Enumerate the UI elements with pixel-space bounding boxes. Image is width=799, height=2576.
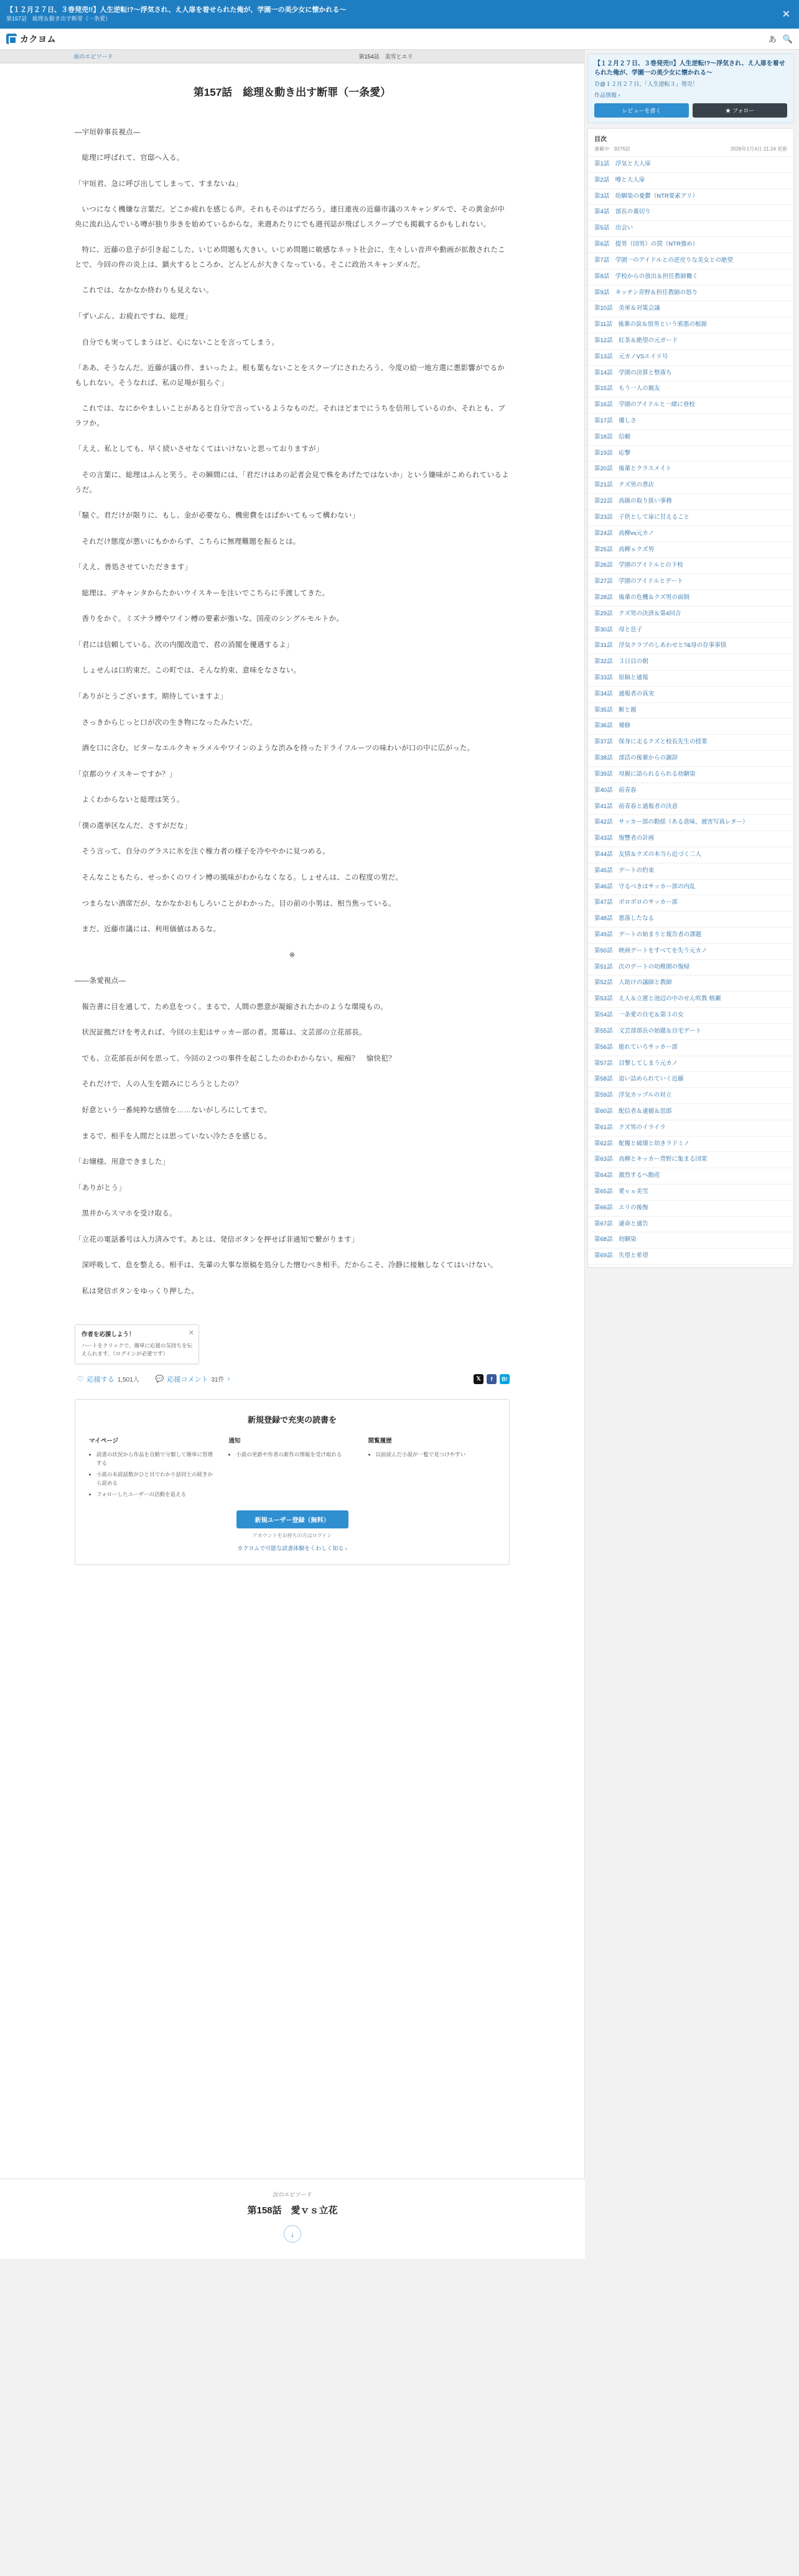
body-paragraph: でも、立花部長が何を思って、今回の２つの事件を起こしたのかわからない。痴痴？ 愉快犯？ bbox=[82, 1054, 396, 1062]
toc-item[interactable]: 第49話 デートの始まりと報告者の課題 bbox=[588, 928, 793, 944]
promo-list-item: • 読書の状況から作品を自動で分類して簡単に管理する bbox=[96, 1450, 216, 1468]
toc-item[interactable]: 第12話 紅茶＆絶望の元ガード bbox=[588, 333, 793, 350]
toc-item[interactable]: 第14話 学園の決算と整落ち bbox=[588, 366, 793, 382]
logo-label: カクヨム bbox=[20, 34, 56, 44]
toc-item[interactable]: 第38話 部活の後輩からの謝辞 bbox=[588, 751, 793, 767]
kakuyomu-logo-icon bbox=[6, 34, 17, 44]
body-paragraph: 報告書に目を通して、ため息をつく。まるで、人間の悪意が凝縮されたかのような環境もの。 bbox=[82, 1003, 388, 1011]
write-review-button[interactable]: レビューを書く bbox=[594, 103, 689, 118]
promo-col2-title: 通知 bbox=[228, 1437, 241, 1444]
signup-promo bbox=[75, 1399, 510, 1565]
comment-count: 31件 bbox=[211, 1377, 225, 1384]
next-episode-footer bbox=[0, 2178, 585, 2259]
toc-item[interactable]: 第51話 次のデートの幼稚園の復帰 bbox=[588, 960, 793, 976]
toc-item[interactable]: 第62話 配覆と破壊と幼きラドミノ bbox=[588, 1137, 793, 1153]
toc-item[interactable]: 第37話 保身に走るクズと校長先生の授業 bbox=[588, 735, 793, 751]
toc-item[interactable]: 第47話 ボロボロのサッカー部 bbox=[588, 895, 793, 911]
toc-item[interactable]: 第9話 キッチン青野＆担任教師の怒り bbox=[588, 286, 793, 302]
font-size-icon: あ bbox=[768, 35, 777, 44]
toc-item[interactable]: 第55話 文芸部部長の始題＆自宅デート bbox=[588, 1024, 793, 1040]
support-author-popover bbox=[75, 1324, 199, 1364]
toc-item[interactable]: 第19話 応撃 bbox=[588, 446, 793, 462]
toc-item[interactable]: 第29話 クズ男の決済＆第4回合 bbox=[588, 607, 793, 623]
toc-item[interactable]: 第46話 守るべきはサッカー部の内乱 bbox=[588, 880, 793, 896]
body-paragraph: 「ああ、そうなんだ。近藤が議の件、まいったよ。根も葉もないことをスクープにされたろう、今度の給一地方選に悪影響がでるかもしれない。そうなれば、私の足場が狙らぐ」 bbox=[75, 365, 505, 387]
main-column bbox=[0, 50, 585, 2259]
toc-item[interactable]: 第58話 追い詰められていく近藤 bbox=[588, 1072, 793, 1088]
toc-item[interactable]: 第11話 後輩の涙＆悟男という邪悪の根源 bbox=[588, 317, 793, 333]
share-icons bbox=[474, 1374, 510, 1384]
toc-item[interactable]: 第13話 元カノVSエイリ号 bbox=[588, 350, 793, 366]
toc-item[interactable]: 第52話 人助けの議師と教師 bbox=[588, 975, 793, 992]
toc-item[interactable]: 第60話 配信者＆逮捕＆思郎 bbox=[588, 1104, 793, 1120]
search-button[interactable] bbox=[783, 34, 793, 44]
body-paragraph: 状況証拠だけを考えれば、今回の主犯はサッカー部の者。黒幕は、文芸部の立花部長。 bbox=[82, 1029, 367, 1037]
body-paragraph: まるで、相手を人間だとは思っていない冷たさを感じる。 bbox=[82, 1132, 272, 1140]
toc-item[interactable]: 第57話 目撃してしまう元カノ bbox=[588, 1056, 793, 1072]
toc-item[interactable]: 第8話 学校からの放出＆担任教師働く bbox=[588, 269, 793, 286]
toc-item[interactable]: 第32話 ３日目の朝 bbox=[588, 654, 793, 671]
font-size-button[interactable] bbox=[769, 33, 777, 45]
body-paragraph: 酒を口に含む。ビターなエルクキャラメルやワインのような渋みを持ったドライフルーツの味わいが口の中に広がった。 bbox=[82, 745, 475, 753]
promo-col1-title: マイページ bbox=[89, 1437, 119, 1444]
toc-item[interactable]: 第6話 提男（団男）の罠（NTR強め） bbox=[588, 237, 793, 253]
toc-item[interactable]: 第45話 デートの約束 bbox=[588, 863, 793, 880]
share-x-icon[interactable]: 𝕏 bbox=[474, 1374, 484, 1384]
toc-item[interactable]: 第20話 後輩とクラスメイト bbox=[588, 462, 793, 478]
toc-count-label: 連載中 9276話 bbox=[594, 146, 630, 152]
page-title: 第157話 総理＆動き出す断罪（一条愛） bbox=[193, 86, 391, 98]
toc-item[interactable]: 第31話 浮気クラブのしあわせと?&母の存事事情 bbox=[588, 638, 793, 654]
body-paragraph: まだ、近藤市議には、利用価値はあるな。 bbox=[82, 926, 221, 934]
toc-item[interactable]: 第10話 美軍＆対策会議 bbox=[588, 301, 793, 317]
body-paragraph: その言葉に、総理はふんと笑う。その瞬間には、「君だけはあの記者会見で株をあげたではないか」という嫌味がこめられているようだ。 bbox=[75, 471, 509, 494]
body-paragraph: 「京都のウイスキーですか？」 bbox=[75, 770, 177, 778]
search-icon: 🔍 bbox=[782, 34, 793, 44]
promo-list-item: • 以前読んだ小説が一覧で見つけやすい bbox=[376, 1450, 495, 1459]
toc-item[interactable]: 第23話 子供として扉に甘えること bbox=[588, 510, 793, 526]
toc-item[interactable]: 第41話 前青春と通報者の決意 bbox=[588, 799, 793, 816]
toc-item[interactable]: 第7話 学園一のアイドルとの逆戻りな美女との絶望 bbox=[588, 253, 793, 269]
support-popover-body: ハートをクリックで、簡単に応援の気持ちを伝えられます。（ログインが必要です） bbox=[82, 1342, 192, 1357]
comment-icon: 💬 bbox=[155, 1375, 164, 1383]
top-promo-banner[interactable] bbox=[0, 0, 799, 29]
body-paragraph: 「ずいぶん、お疲れですね、総理」 bbox=[75, 313, 192, 320]
toc-item[interactable]: 第21話 クズ男の書店 bbox=[588, 478, 793, 494]
cheer-label: 応援する bbox=[86, 1375, 114, 1383]
cheer-comments-link[interactable] bbox=[156, 1374, 230, 1384]
body-paragraph: 「ありがとうございます。期待していますよ」 bbox=[75, 693, 228, 700]
body-paragraph: そんなこともたら、せっかくのワイン樽の風味がわからなくなる。しょせんは、この程度の男だ。 bbox=[82, 873, 403, 881]
toc-item[interactable]: 第24話 高柳vs元カノ bbox=[588, 526, 793, 542]
toc-item[interactable]: 第65話 愛ｖｓ美雪 bbox=[588, 1184, 793, 1201]
toc-item[interactable]: 第17話 優しさ bbox=[588, 414, 793, 430]
heart-icon: ♡ bbox=[77, 1374, 84, 1383]
toc-heading: 目次 bbox=[594, 136, 607, 143]
banner-line1: 【１２月２７日、３巻発売!!】人生逆転!?～浮気され、え人扉を着せられた俺が、学園一の美少女に懐かれる～ bbox=[6, 6, 347, 14]
body-paragraph: 好意という一番純粋な感情を……ないがしろにしてまで。 bbox=[82, 1107, 272, 1114]
support-popover-title: 作者を応援しよう！ bbox=[82, 1331, 135, 1338]
promo-col-notify bbox=[228, 1436, 355, 1500]
content-layout bbox=[0, 50, 799, 2259]
body-paragraph: それだけ態度が悪いにもかからず、こちらに無理難題を振るとは。 bbox=[82, 537, 301, 546]
body-paragraph: 総理は、デキャンタからたかいウイスキーを注いでこちらに手渡してきた。 bbox=[82, 589, 330, 597]
body-paragraph: 「僕の選挙区なんだ、さすがだな」 bbox=[75, 822, 192, 830]
toc-date-label: 2026年1月4日 21:24 更新 bbox=[730, 146, 787, 152]
promo-col1-list bbox=[89, 1450, 216, 1499]
cheer-row bbox=[75, 1374, 510, 1384]
learn-more-link[interactable]: カクヨムで可能な読書体験をくわしく知る › bbox=[237, 1545, 347, 1552]
close-icon[interactable]: ✕ bbox=[188, 1329, 194, 1337]
arrow-down-icon[interactable]: ↓ bbox=[284, 2225, 301, 2243]
toc-item[interactable]: 第43話 復讐者の計画 bbox=[588, 831, 793, 847]
promo-col2-list bbox=[228, 1450, 355, 1459]
toc-item[interactable]: 第44話 友情＆クズの本当ら近づく二人 bbox=[588, 847, 793, 863]
toc-item[interactable]: 第50話 映画デートをすべてを失う元カノ bbox=[588, 944, 793, 960]
toc-item[interactable]: 第5話 出会い bbox=[588, 221, 793, 237]
body-paragraph: 自分でも実ってしまうはど、心にないことを言ってしまう。 bbox=[82, 338, 279, 346]
promo-heading: 新規登録で充実の読書を bbox=[247, 1415, 337, 1425]
share-hatena-icon[interactable]: B! bbox=[500, 1374, 510, 1384]
body-paragraph: 「立花の電話番号は入力済みです。あとは、発信ボタンを押せば非通知で繋がります」 bbox=[75, 1235, 359, 1244]
close-icon[interactable]: ✕ bbox=[782, 9, 790, 20]
body-paragraph: 「君には信頼している。次の内閣改造で、君の消閣を優遇するよ」 bbox=[75, 641, 294, 649]
promo-list-item: • フォローしたユーザーの活動を追える bbox=[96, 1490, 216, 1499]
ad-buttons bbox=[594, 103, 787, 118]
episode-article bbox=[0, 63, 585, 2178]
toc-item[interactable]: 第36話 補修 bbox=[588, 718, 793, 735]
ad-subtitle: Ｄ@１２月２７日、「人生逆転３」発売！ bbox=[594, 81, 698, 87]
episode-nav bbox=[0, 50, 585, 63]
body-paragraph: さっきからじっと口が次の生き物になったみたいだ。 bbox=[82, 718, 258, 727]
promo-list-item: • 小説の未読話数がひと目でわかり話同士の続きから読める bbox=[96, 1470, 216, 1488]
toc-item[interactable]: 第30話 母と息子 bbox=[588, 623, 793, 639]
comment-label: 応援コメント bbox=[167, 1375, 208, 1383]
body-paragraph: ――条愛視点― bbox=[75, 977, 126, 985]
body-paragraph: よくわからないと総理は笑う。 bbox=[82, 796, 184, 804]
work-info-link[interactable]: 作品情報 › bbox=[594, 92, 620, 98]
toc-item[interactable]: 第63話 高柳とキッカー背野に集まる団果 bbox=[588, 1152, 793, 1168]
toc-item[interactable]: 第59話 浮気カップルの対立 bbox=[588, 1088, 793, 1104]
promo-col-history bbox=[368, 1436, 495, 1500]
toc-item[interactable]: 第56話 能れていろサッカー部 bbox=[588, 1040, 793, 1056]
body-paragraph: これでは、なかなか終わりも見えない。 bbox=[82, 287, 213, 295]
toc-item[interactable]: 第42話 サッカー部の動揺（ある意味、被害写真レター） bbox=[588, 815, 793, 831]
toc-item[interactable]: 第33話 原稿と通報 bbox=[588, 671, 793, 687]
body-paragraph: いつになく機嫌な言葉だ。どこか疲れを感じる声。それもそのはずだろう。連日連夜の近藤市議のスキャンダルで、その黄金が中央に流れ込んでいる噂が独り歩きを始めているからな。来週あたりにでも週刊誌が飛ばしスクープでも掲載するかもしれない。 bbox=[75, 206, 505, 228]
body-paragraph: 総理に呼ばれて、官邸へ入る。 bbox=[82, 154, 184, 162]
toc-item[interactable]: 第66話 エリの後悔 bbox=[588, 1201, 793, 1217]
prev-episode-link[interactable]: 前のエピソード bbox=[73, 53, 113, 60]
next-episode-label: 次のエピソード bbox=[273, 2192, 312, 2198]
promo-col3-title: 閲覧履歴 bbox=[368, 1437, 392, 1444]
banner-text bbox=[6, 6, 773, 23]
toc-item[interactable]: 第61話 クズ男のイライラ bbox=[588, 1120, 793, 1137]
body-paragraph: 黒井からスマホを受け取る。 bbox=[82, 1210, 177, 1218]
toc-meta bbox=[588, 146, 793, 157]
follow-button[interactable]: ★ フォロー bbox=[693, 103, 787, 118]
body-paragraph: つまらない酒席だが、なかなかおもしろいことがわかった。目の前の小男は、相当焦っている。 bbox=[82, 900, 396, 908]
body-paragraph: 「騒ぐ。君だけが限りに、もし、金が必要なら、機密費をはばかいてもって構わない」 bbox=[75, 512, 360, 520]
chevron-right-icon: › bbox=[227, 1375, 230, 1383]
toc-item[interactable]: 第4話 部長の裏切り bbox=[588, 205, 793, 221]
sidebar bbox=[585, 50, 799, 1268]
cheer-button[interactable] bbox=[77, 1374, 139, 1384]
banner-line2: 第157話 総理＆動き出す断罪（一条愛） bbox=[6, 16, 111, 22]
toc-item[interactable]: 第2話 噂と大人扉 bbox=[588, 173, 793, 189]
body-paragraph: 「ええ、善処させていただきます」 bbox=[75, 564, 192, 572]
cheer-count: 1,501人 bbox=[117, 1377, 139, 1384]
body-paragraph: 「ええ、私としても、早く続いさせなくてはいけないと思っておりますが」 bbox=[75, 445, 324, 453]
toc-item[interactable]: 第18話 信頼 bbox=[588, 430, 793, 446]
toc-item[interactable]: 第22話 高級の取り扱い事務 bbox=[588, 494, 793, 510]
toc-item[interactable]: 第64話 激烈するへ動産 bbox=[588, 1168, 793, 1184]
toc-item[interactable]: 第3話 幼馴染の憂鬱（NTR要素アリ） bbox=[588, 189, 793, 205]
body-paragraph: しょせんは口約束だ。この町では、そんな約束、意味をなさない。 bbox=[82, 667, 301, 675]
toc-item[interactable]: 第69話 失望と希望 bbox=[588, 1248, 793, 1265]
sidebar-ad-card bbox=[587, 53, 794, 123]
promo-columns bbox=[89, 1436, 495, 1500]
body-paragraph: それだけで、人の人生を踏みにじろうとしたの？ bbox=[82, 1081, 243, 1089]
body-paragraph: 特に、近藤の息子が引き起こした、いじめ問題も大きい。いじめ問題に敏感なネット社会に、生々しい音声や動画が拡散されたことで、今回の件の炎上は、鎮火するところか、どんどんが大きくなっている。そこに政治スキャンダルだ。 bbox=[75, 246, 505, 269]
body-paragraph: 私は発信ボタンをゆっくり押した。 bbox=[82, 1287, 199, 1295]
table-of-contents bbox=[587, 128, 794, 1268]
toc-item[interactable]: 第27話 学園のアイドルとデート bbox=[588, 574, 793, 590]
current-episode-label: 第154話 美雪とエリ bbox=[358, 53, 413, 60]
body-paragraph: ―宇垣幹事長視点― bbox=[75, 128, 141, 136]
toc-item[interactable]: 第35話 断と親 bbox=[588, 703, 793, 719]
toc-item[interactable]: 第40話 前青春 bbox=[588, 783, 793, 799]
body-paragraph: 「お嬢様、用意できました」 bbox=[75, 1158, 170, 1166]
body-paragraph: 「宇垣君、急に呼び出してしまって、すまないね」 bbox=[75, 180, 243, 188]
toc-item[interactable]: 第39話 母親に語られるられる幼馴染 bbox=[588, 767, 793, 783]
toc-item[interactable]: 第15話 もう一人の親友 bbox=[588, 381, 793, 398]
body-paragraph: 深呼吸して、息を整える。相手は、先輩の大事な原稿を処分した憎むべき相手。だからこそ、冷静に接触しなくてはいけない。 bbox=[82, 1262, 498, 1270]
body-paragraph: ※ bbox=[289, 951, 296, 959]
toc-item[interactable]: 第54話 一条愛の自宅＆第３の女 bbox=[588, 1008, 793, 1024]
promo-list-item: • 小説の更新や作者の新作の情報を受け取れる bbox=[236, 1450, 355, 1459]
episode-body bbox=[75, 126, 510, 1300]
ad-title: 【１２月２７日、３巻発売!!】人生逆転!?～浮気され、え人扉を着せられた俺が、学園一の美少女に懐かれる～ bbox=[594, 60, 785, 77]
body-paragraph: 香りをかぐ。ミズナラ樽やワイン樽の要素が強いな。国産のシングルモルトか。 bbox=[82, 615, 344, 623]
body-paragraph: これでは、なにかやましいことがあると自分で言っているようなものだ。それほどまでにうちを信用しているのか、それとも、ブラフか。 bbox=[75, 405, 505, 427]
toc-item[interactable]: 第1話 浮気と大人扉 bbox=[588, 157, 793, 173]
body-paragraph: そう言って、自分のグラスに氷を注ぐ権力者の様子を冷ややかに見つめる。 bbox=[82, 848, 330, 856]
share-facebook-icon[interactable]: f bbox=[487, 1374, 497, 1384]
toc-item[interactable]: 第53話 え人＆立憲と池辺の中のせん吹教 格瀬 bbox=[588, 992, 793, 1008]
body-paragraph: 「ありがとう」 bbox=[75, 1184, 126, 1192]
toc-item[interactable]: 第28話 後輩の危機＆クズ男の面倒 bbox=[588, 590, 793, 607]
signup-button[interactable]: 新規ユーザー登録（無料） bbox=[236, 1510, 348, 1528]
toc-list bbox=[588, 157, 793, 1265]
toc-item[interactable]: 第68話 幼馴染 bbox=[588, 1232, 793, 1248]
toc-item[interactable]: 第48話 悪落したなる bbox=[588, 911, 793, 928]
toc-item[interactable]: 第34話 通報者の真実 bbox=[588, 687, 793, 703]
login-link[interactable]: アカウントをお持ちの方はログイン bbox=[252, 1533, 332, 1539]
toc-item[interactable]: 第67話 逮命と通告 bbox=[588, 1217, 793, 1233]
toc-item[interactable]: 第26話 学園のアイドルとの下校 bbox=[588, 558, 793, 574]
next-episode-title[interactable]: 第158話 愛ｖｓ立花 bbox=[247, 2205, 338, 2216]
promo-col-mypage bbox=[89, 1436, 216, 1500]
toc-item[interactable]: 第25話 高柳ｓクズ男 bbox=[588, 542, 793, 559]
site-header bbox=[0, 29, 799, 50]
promo-col3-list bbox=[368, 1450, 495, 1459]
toc-item[interactable]: 第16話 学園のアイドルと一緒に登校 bbox=[588, 398, 793, 414]
site-logo[interactable] bbox=[6, 33, 56, 45]
